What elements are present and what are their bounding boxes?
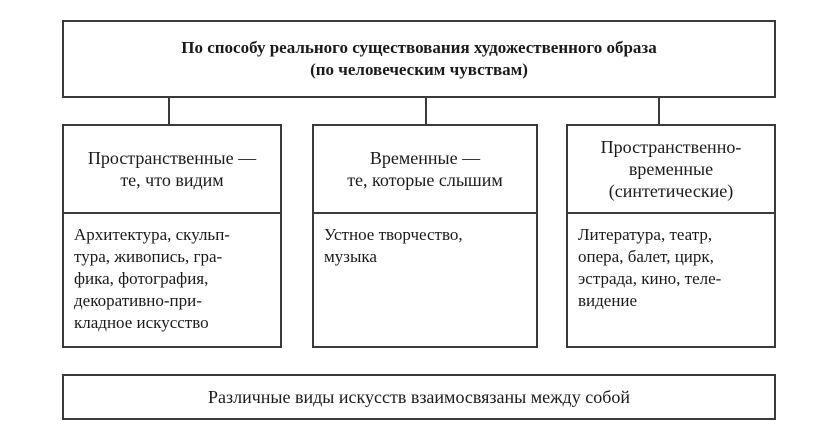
spatial-arts-list bbox=[64, 214, 280, 334]
category-subtitle: (по человеческим чувствам) bbox=[310, 60, 528, 79]
connector-line-2 bbox=[425, 98, 427, 124]
category-title: По способу реального существования художественного образа bbox=[181, 38, 657, 57]
body-line: Устное творчество, bbox=[324, 225, 463, 244]
temporal-arts-box bbox=[312, 124, 538, 348]
body-line: декоративно-при- bbox=[74, 291, 202, 310]
body-line: кладное искусство bbox=[74, 313, 209, 332]
header-line: временные bbox=[628, 159, 714, 179]
body-line: эстрада, кино, теле- bbox=[578, 269, 722, 288]
header-line: Пространственные — bbox=[87, 148, 257, 168]
body-line: видение bbox=[578, 291, 638, 310]
body-line: тура, живопись, гра- bbox=[74, 247, 223, 266]
temporal-arts-list bbox=[314, 214, 536, 268]
header-line: те, что видим bbox=[120, 170, 224, 190]
body-line: Архитектура, скульп- bbox=[74, 225, 230, 244]
body-line: Литература, театр, bbox=[578, 225, 713, 244]
header-line: Временные — bbox=[369, 148, 481, 168]
spatiotemporal-arts-header bbox=[568, 126, 774, 214]
conclusion-text: Различные виды искусств взаимосвязаны между собой bbox=[207, 386, 630, 407]
header-line: Пространственно- bbox=[600, 137, 742, 157]
conclusion-box bbox=[62, 374, 776, 420]
spatiotemporal-arts-box bbox=[566, 124, 776, 348]
header-line: (синтетические) bbox=[608, 181, 734, 201]
connector-line-3 bbox=[658, 98, 660, 124]
body-line: опера, балет, цирк, bbox=[578, 247, 714, 266]
connector-line-1 bbox=[168, 98, 170, 124]
header-line: те, которые слышим bbox=[347, 170, 503, 190]
spatial-arts-header bbox=[64, 126, 280, 214]
temporal-arts-header bbox=[314, 126, 536, 214]
body-line: фика, фотография, bbox=[74, 269, 209, 288]
body-line: музыка bbox=[324, 247, 377, 266]
category-box bbox=[62, 20, 776, 98]
spatiotemporal-arts-list bbox=[568, 214, 774, 312]
spatial-arts-box bbox=[62, 124, 282, 348]
